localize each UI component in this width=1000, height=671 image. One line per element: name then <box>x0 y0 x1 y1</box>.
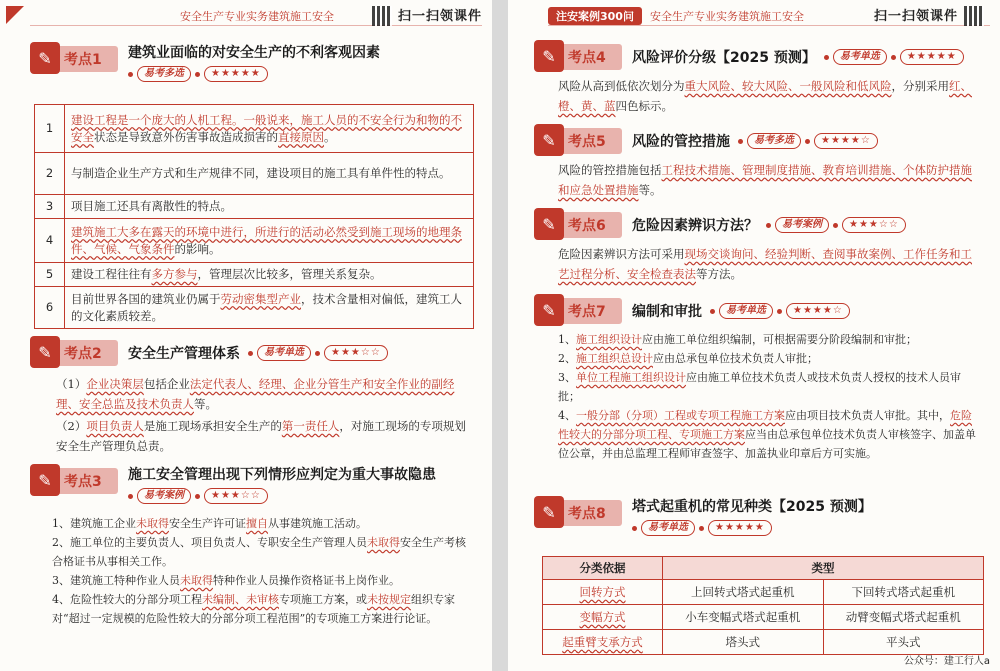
kp2-title: 安全生产管理体系 <box>128 346 240 362</box>
list-item: 2、施工单位的主要负责人、项目负责人、专职安全生产管理人员未取得安全生产考核合格证书从事相关工作。 <box>52 536 466 568</box>
kp2-paragraph-1: （1）企业决策层包括企业法定代表人、经理、企业分管生产和安全作业的副经理、安全总监及技术负责人等。 <box>56 377 455 411</box>
kp7-tag: 易考单选 <box>719 303 773 319</box>
table-row: 6 目前世界各国的建筑业仍属于劳动密集型产业，技术含量相对偏低，建筑工人的文化素质较差。 <box>35 287 474 329</box>
book-icon: ✎ <box>534 496 564 528</box>
kp8-tags <box>632 520 772 536</box>
kp4-badge: ✎ 考点4 <box>538 44 622 70</box>
left-header-scan: 扫一扫领课件 <box>366 5 482 27</box>
right-header-scan: 扫一扫领课件 <box>874 5 990 27</box>
dot-icon <box>195 494 200 499</box>
kp7-badge: ✎ 考点7 <box>538 298 622 324</box>
kp2-badge: ✎ 考点2 <box>34 340 118 366</box>
book-icon: ✎ <box>534 294 564 326</box>
corner-icon <box>6 6 24 24</box>
list-item: 2、施工组织总设计应由总承包单位技术负责人审批； <box>558 352 818 365</box>
table-row: 2 与制造企业生产方式和生产规律不同，建设项目的施工具有单件性的特点。 <box>35 153 474 195</box>
right-header <box>548 6 990 26</box>
table-row: 4 建筑施工大多在露天的环境中进行，所进行的活动必然受到施工现场的地理条件、气候、气象条件的影响。 <box>35 219 474 263</box>
book-icon: ✎ <box>534 124 564 156</box>
kp8-stars: ★★★★★ <box>708 520 772 536</box>
dot-icon <box>833 223 838 228</box>
kp6-badge: ✎ 考点6 <box>538 212 622 238</box>
kp4-body: 风险从高到低依次划分为重大风险、较大风险、一般风险和低风险，分别采用红、橙、黄、蓝四色标示。 <box>558 79 972 113</box>
kp7-title: 编制和审批 <box>632 304 702 320</box>
dot-icon <box>710 309 715 314</box>
kp5-stars: ★★★★☆ <box>814 133 878 149</box>
dot-icon <box>248 351 253 356</box>
kp1-title: 建筑业面临的对安全生产的不利客观因素 <box>128 45 380 61</box>
left-header <box>30 6 482 26</box>
list-item: 1、建筑施工企业未取得安全生产许可证擅自从事建筑施工活动。 <box>52 517 367 530</box>
kp8-badge: ✎ 考点8 <box>538 500 622 526</box>
kp7-body <box>558 330 978 463</box>
kp3-badge: ✎ 考点3 <box>34 468 118 494</box>
kp4-tag: 易考单选 <box>833 49 887 65</box>
kp5-badge: ✎ 考点5 <box>538 128 622 154</box>
kp2-paragraph-2: （2）项目负责人是施工现场承担安全生产的第一责任人，对施工现场的专项规划安全生产管理负总责。 <box>56 419 466 453</box>
kp8-title: 塔式起重机的常见种类【2025 预测】 <box>632 499 872 515</box>
dot-icon <box>632 526 637 531</box>
dot-icon <box>805 139 810 144</box>
book-icon: ✎ <box>30 42 60 74</box>
dot-icon <box>315 351 320 356</box>
dot-icon <box>766 223 771 228</box>
kp7-heading <box>538 298 850 324</box>
kp3-body <box>52 514 470 628</box>
table-row: 变幅方式 小车变幅式塔式起重机 动臂变幅式塔式起重机 <box>543 605 984 630</box>
table-row: 回转方式 上回转式塔式起重机 下回转式塔式起重机 <box>543 580 984 605</box>
kp5-heading <box>538 128 878 154</box>
kp4-stars: ★★★★★ <box>900 49 964 65</box>
book-icon: ✎ <box>30 336 60 368</box>
kp2-heading <box>34 340 388 366</box>
dot-icon <box>777 309 782 314</box>
list-item: 4、危险性较大的分部分项工程未编制、未审核专项施工方案，或未按规定组织专家对“超过一定规模的危险性较大的分部分项工程范围”的专项施工方案进行论证。 <box>52 593 455 625</box>
book-icon: ✎ <box>30 464 60 496</box>
table-header-row: 分类依据 类型 <box>543 557 984 580</box>
left-header-title: 安全生产专业实务建筑施工安全 <box>180 9 334 23</box>
kp2-tags <box>248 345 388 361</box>
table-row: 起重臂支承方式 塔头式 平头式 <box>543 630 984 655</box>
right-page <box>508 0 1000 671</box>
book-icon: ✎ <box>534 208 564 240</box>
kp6-stars: ★★★☆☆ <box>842 217 906 233</box>
kp6-tags <box>766 217 906 233</box>
table-row: 3 项目施工还具有离散性的特点。 <box>35 195 474 219</box>
kp6-heading <box>538 212 906 238</box>
kp5-tag: 易考多选 <box>747 133 801 149</box>
kp2-stars: ★★★☆☆ <box>324 345 388 361</box>
table-row: 1 建设工程是一个庞大的人机工程。一般说来，施工人员的不安全行为和物的不安全状态是导致意外伤害事故造成损害的直接原因。 <box>35 105 474 153</box>
kp6-body: 危险因素辨识方法可采用现场交谈询问、经验判断、查阅事故案例、工作任务和工艺过程分析、安全检查表法等方法。 <box>558 247 972 281</box>
kp7-tags <box>710 303 850 319</box>
qr-code-icon[interactable] <box>372 6 392 26</box>
kp1-tags <box>128 66 268 82</box>
list-item: 3、建筑施工特种作业人员未取得特种作业人员操作资格证书上岗作业。 <box>52 574 400 587</box>
list-item: 3、单位工程施工组织设计应由施工单位技术负责人或技术负责人授权的技术人员审批； <box>558 371 961 403</box>
dot-icon <box>699 526 704 531</box>
kp1-table <box>34 104 474 329</box>
header-pill: 注安案例300问 <box>548 7 642 25</box>
kp5-body: 风险的管控措施包括工程技术措施、管理制度措施、教育培训措施、个体防护措施和应急处置措施等。 <box>558 163 972 197</box>
kp3-stars: ★★★☆☆ <box>204 488 268 504</box>
kp4-heading <box>538 44 964 70</box>
kp8-tag: 易考单选 <box>641 520 695 536</box>
dot-icon <box>891 55 896 60</box>
kp6-tag: 易考案例 <box>775 217 829 233</box>
right-header-title: 安全生产专业实务建筑施工安全 <box>649 9 804 23</box>
kp1-badge: ✎ 考点1 <box>34 46 118 72</box>
dot-icon <box>128 72 133 77</box>
kp5-tags <box>738 133 878 149</box>
kp2-tag: 易考单选 <box>257 345 311 361</box>
kp3-tags <box>128 488 268 504</box>
kp4-title: 风险评价分级【2025 预测】 <box>632 50 816 66</box>
kp1-tag: 易考多选 <box>137 66 191 82</box>
list-item: 1、施工组织设计应由施工单位组织编制，可根据需要分阶段编制和审批； <box>558 333 917 346</box>
kp7-stars: ★★★★☆ <box>786 303 850 319</box>
footer-text: 公众号：建工行人a <box>903 656 990 667</box>
kp4-tags <box>824 49 964 65</box>
kp5-title: 风险的管控措施 <box>632 134 730 150</box>
kp1-stars: ★★★★★ <box>204 66 268 82</box>
kp3-tag: 易考案例 <box>137 488 191 504</box>
left-page <box>0 0 492 671</box>
kp2-body <box>56 374 466 456</box>
dot-icon <box>824 55 829 60</box>
list-item: 4、一般分部（分项）工程或专项工程施工方案应由项目技术负责人审批。其中，危险性较大的分部分项工程、专项施工方案应当由总承包单位技术负责人审核签字、加盖单位公章，并由总监理工程师审查签字、加盖执业印章后方可实施。 <box>558 409 976 460</box>
kp3-title: 施工安全管理出现下列情形应判定为重大事故隐患 <box>128 467 436 483</box>
dot-icon <box>738 139 743 144</box>
kp6-title: 危险因素辨识方法？ <box>632 218 758 234</box>
book-icon: ✎ <box>534 40 564 72</box>
dot-icon <box>128 494 133 499</box>
table-row: 5 建设工程往往有多方参与，管理层次比较多，管理关系复杂。 <box>35 263 474 287</box>
dot-icon <box>195 72 200 77</box>
qr-code-icon[interactable] <box>964 6 984 26</box>
kp8-table <box>542 556 984 655</box>
